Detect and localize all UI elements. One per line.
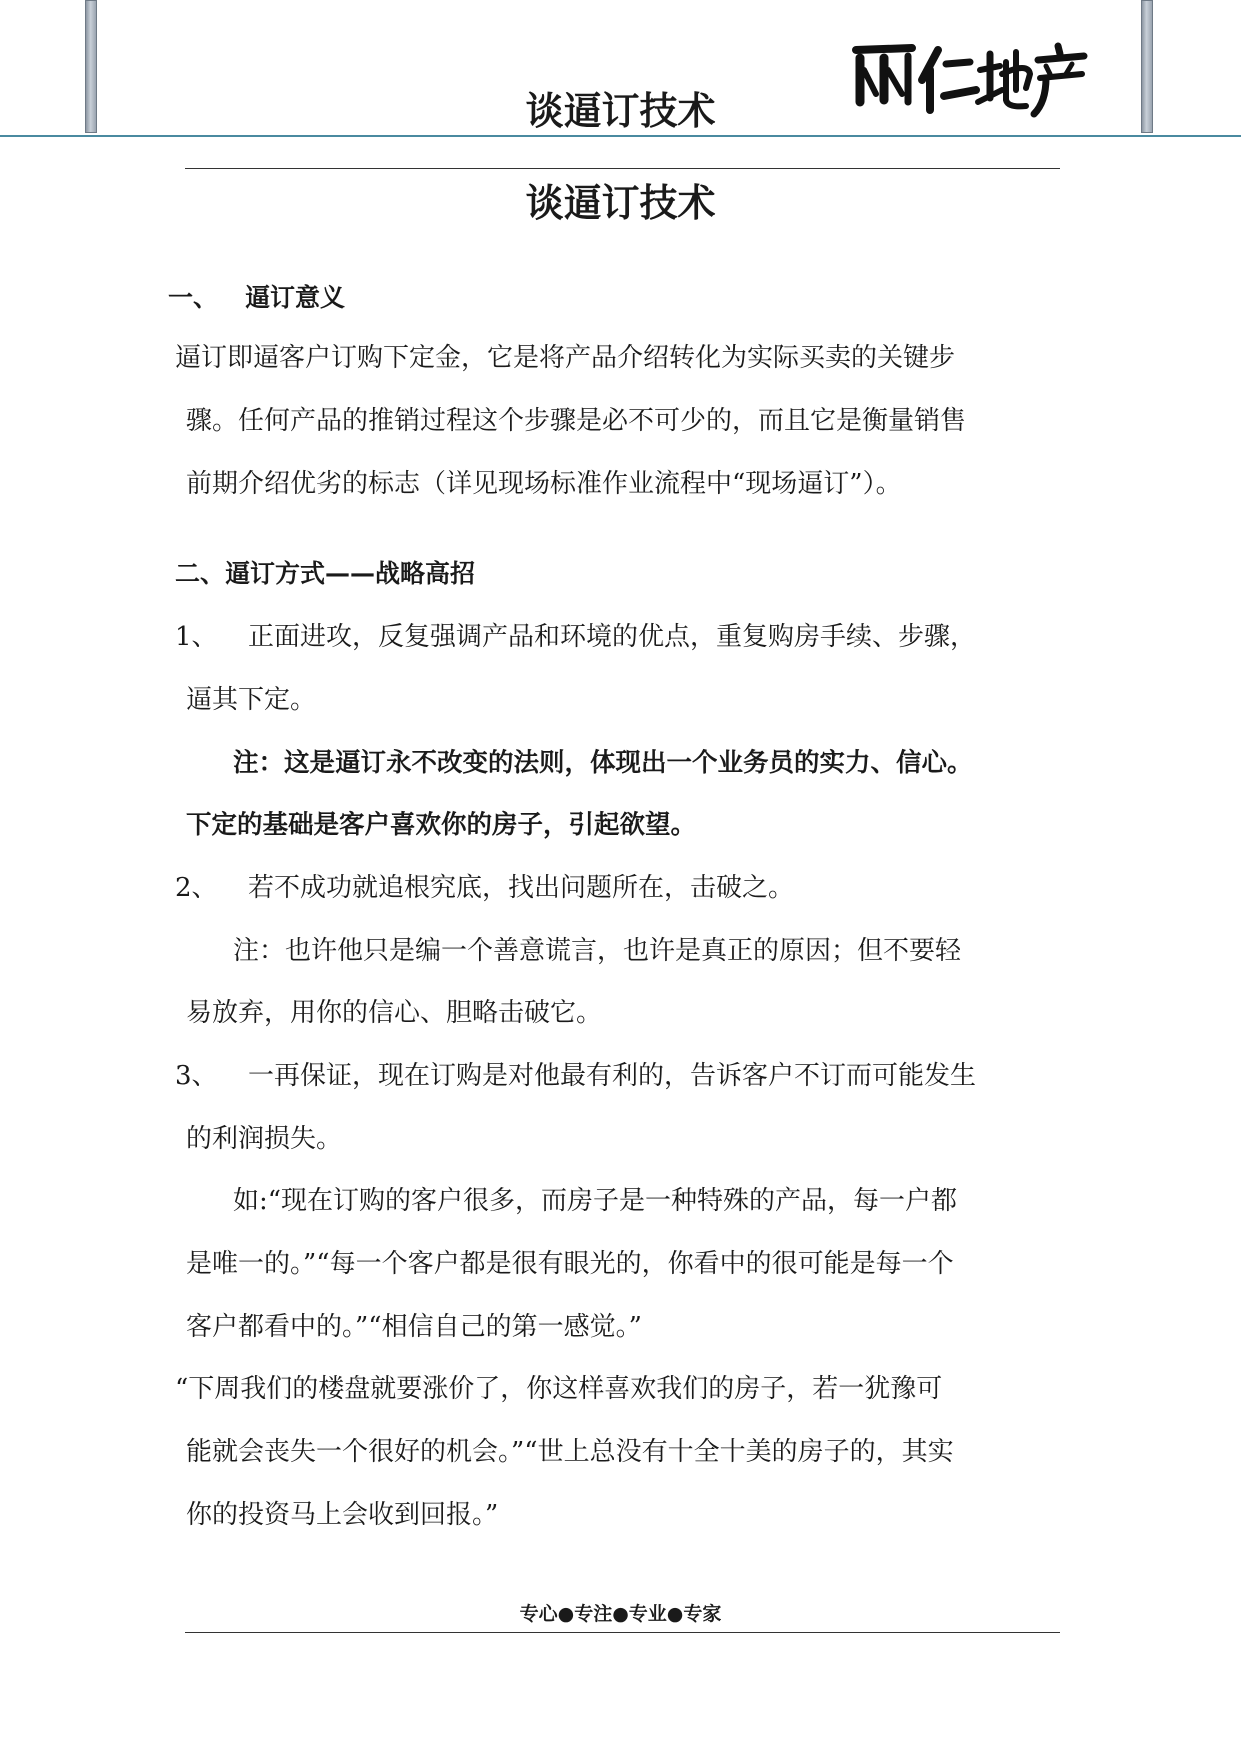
header-title: 谈逼订技术 — [525, 89, 716, 133]
item3-example-line-3: 客户都看中的。”“相信自己的第一感觉。” — [186, 1312, 642, 1342]
item1-note-line-2: 下定的基础是客户喜欢你的房子，引起欲望。 — [186, 810, 697, 840]
item3-example-line-2: 是唯一的。”“每一个客户都是很有眼光的，你看中的很可能是每一个 — [186, 1249, 954, 1279]
footer-rule — [185, 1632, 1060, 1633]
section1-line-2: 骤。任何产品的推销过程这个步骤是必不可少的，而且它是衡量销售 — [186, 406, 967, 436]
section1-number: 一、 — [168, 283, 219, 312]
item1-note-line-1: 注：这是逼订永不改变的法则，体现出一个业务员的实力、信心。 — [233, 748, 973, 778]
item2-note-line-1: 注：也许他只是编一个善意谎言，也许是真正的原因；但不要轻 — [233, 936, 962, 966]
company-logo — [850, 40, 1090, 118]
section2-heading: 二、逼订方式——战略高招 — [175, 559, 476, 588]
item3-line-1: 一再保证，现在订购是对他最有利的，告诉客户不订而可能发生 — [248, 1061, 977, 1091]
item3-example-line-1: 如:“现在订购的客户很多，而房子是一种特殊的产品，每一户都 — [233, 1186, 958, 1216]
item1-number: 1、 — [175, 622, 218, 652]
section1-heading: 逼订意义 — [245, 283, 346, 312]
item3-example-line-6: 你的投资马上会收到回报。” — [186, 1500, 499, 1530]
item3-line-2: 的利润损失。 — [186, 1124, 343, 1154]
item2-line-1: 若不成功就追根究底，找出问题所在，击破之。 — [248, 873, 795, 903]
title-top-rule — [185, 168, 1060, 169]
section1-line-1: 逼订即逼客户订购下定金，它是将产品介绍转化为实际买卖的关键步 — [175, 343, 956, 373]
item1-line-2: 逼其下定。 — [186, 685, 317, 715]
footer-slogan: 专心●专注●专业●专家 — [519, 1603, 722, 1625]
item3-number: 3、 — [175, 1061, 218, 1091]
item1-line-1: 正面进攻，反复强调产品和环境的优点，重复购房手续、步骤， — [248, 622, 977, 652]
document-title: 谈逼订技术 — [525, 181, 716, 225]
item3-example-line-5: 能就会丧失一个很好的机会。”“世上总没有十全十美的房子的，其实 — [186, 1437, 954, 1467]
item3-example-line-4: “下周我们的楼盘就要涨价了，你这样喜欢我们的房子，若一犹豫可 — [175, 1374, 943, 1404]
section1-line-3: 前期介绍优劣的标志（详见现场标准作业流程中“现场逼订”）。 — [186, 469, 902, 499]
item2-note-line-2: 易放弃，用你的信心、胆略击破它。 — [186, 998, 603, 1028]
item2-number: 2、 — [175, 873, 218, 903]
header-rule — [0, 135, 1241, 137]
